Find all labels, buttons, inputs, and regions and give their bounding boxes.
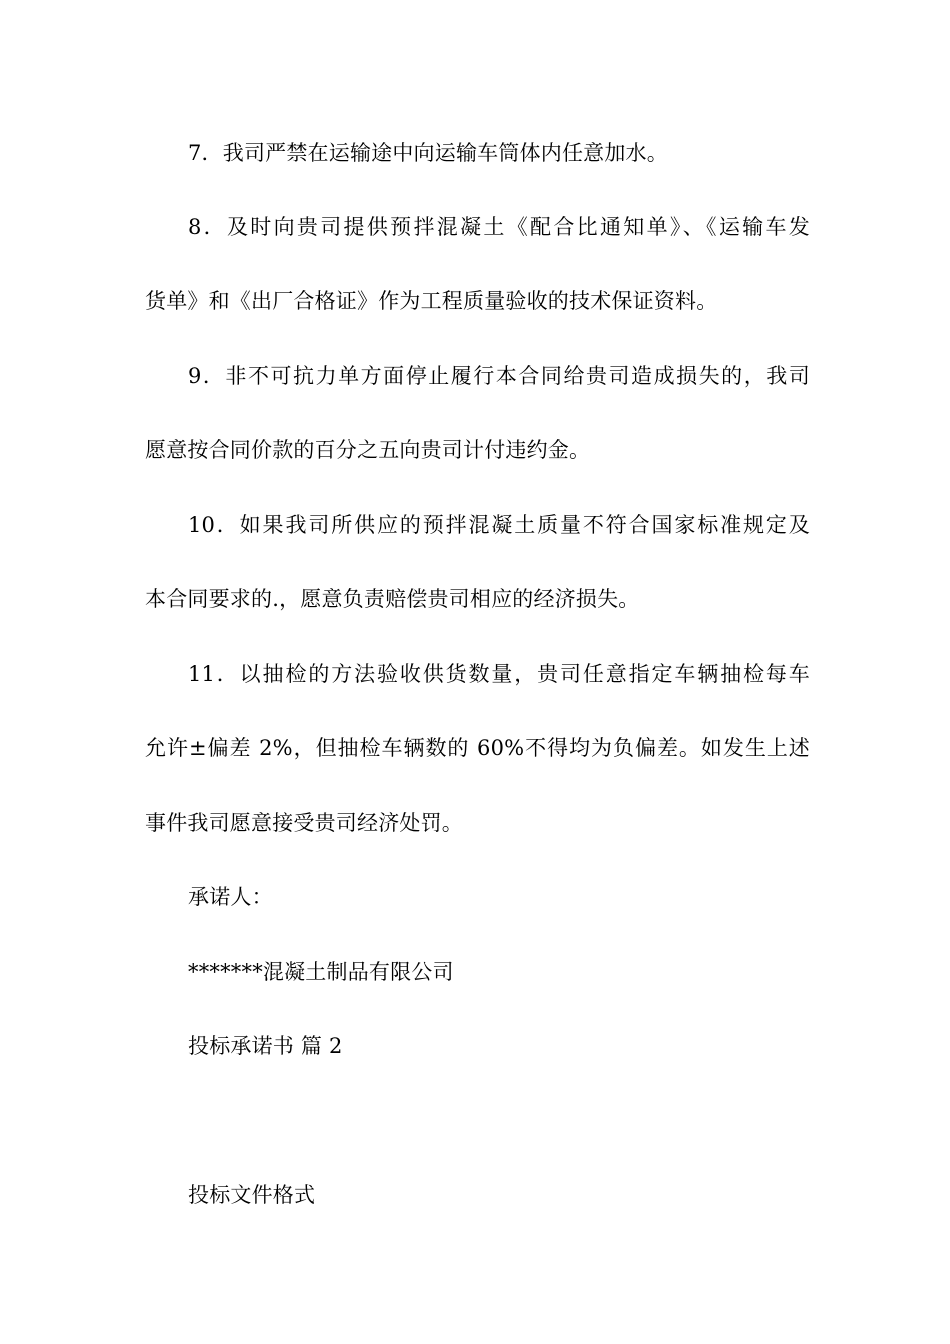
clause-7-line-1: 7．我司严禁在运输途中向运输车筒体内任意加水。 — [188, 141, 668, 165]
clause-11-line-3: 事件我司愿意接受贵司经济处罚。 — [145, 811, 463, 835]
company-name: *******混凝土制品有限公司 — [188, 960, 454, 984]
clause-11-line-2: 允许±偏差 2%，但抽检车辆数的 60%不得均为负偏差。如发生上述 — [145, 736, 810, 760]
clause-11-line-1: 11．以抽检的方法验收供货数量，贵司任意指定车辆抽检每车 — [188, 662, 810, 686]
clause-9-line-1: 9．非不可抗力单方面停止履行本合同给贵司造成损失的，我司 — [188, 364, 810, 388]
clause-8-line-2: 货单》和《出厂合格证》作为工程质量验收的技术保证资料。 — [145, 289, 718, 313]
clause-9-line-2: 愿意按合同价款的百分之五向贵司计付违约金。 — [145, 438, 591, 462]
promisor-label: 承诺人： — [188, 885, 273, 909]
section-heading: 投标承诺书 篇 2 — [188, 1034, 343, 1058]
subsection-heading: 投标文件格式 — [188, 1183, 316, 1207]
clause-8-line-1: 8．及时向贵司提供预拌混凝土《配合比通知单》、《运输车发 — [188, 215, 810, 239]
clause-10-line-1: 10．如果我司所供应的预拌混凝土质量不符合国家标准规定及 — [188, 513, 810, 537]
clause-10-line-2: 本合同要求的.，愿意负责赔偿贵司相应的经济损失。 — [145, 587, 640, 611]
